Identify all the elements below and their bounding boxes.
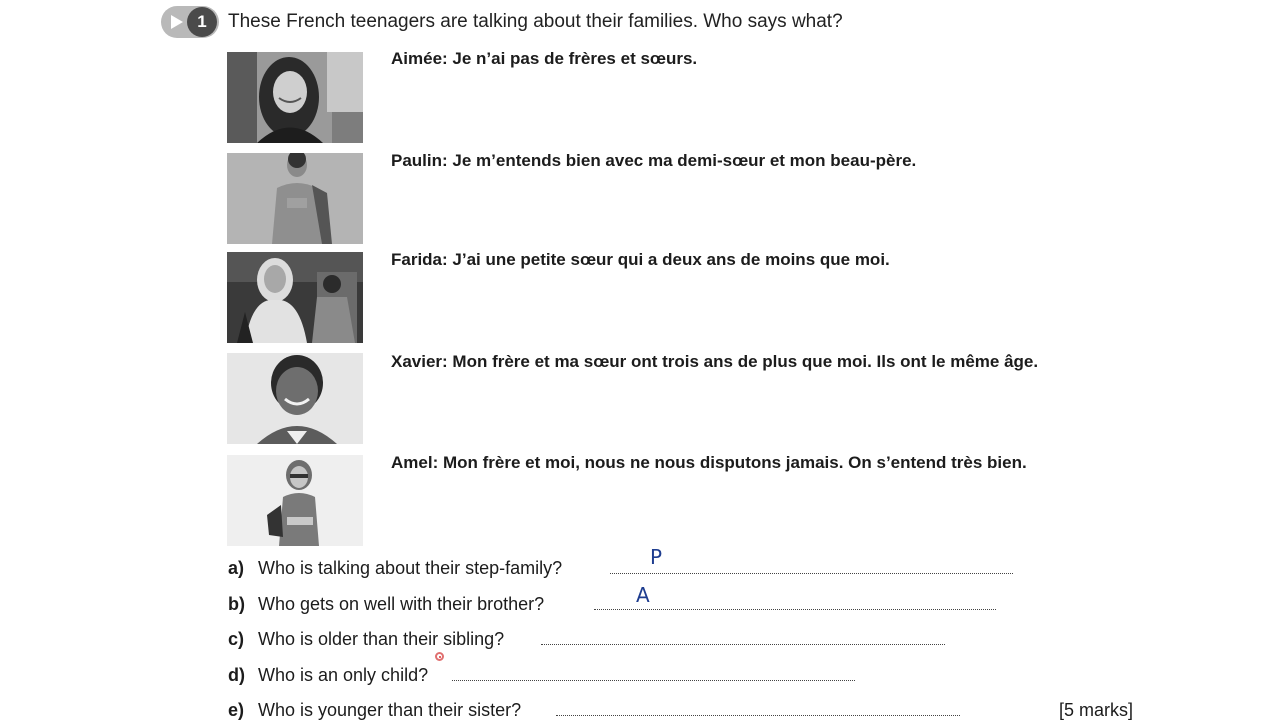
question-letter: a) — [228, 558, 245, 578]
statement-xavier: Xavier: Mon frère et ma sœur ont trois ans de plus que moi. Ils ont le même âge. — [391, 352, 1039, 371]
question-number: 1 — [187, 7, 217, 37]
question-text: Who gets on well with their brother? — [258, 594, 545, 614]
question-text: Who is younger than their sister? — [258, 700, 522, 720]
handwritten-answer-b: A — [636, 583, 650, 607]
question-letter: d) — [228, 665, 245, 685]
teen-boy-backpack-photo — [227, 153, 363, 244]
handwritten-answer-a: P — [650, 545, 663, 569]
question-c — [228, 629, 504, 650]
marks-label: [5 marks] — [1059, 700, 1134, 720]
statement-aimee: Aimée: Je n’ai pas de frères et sœurs. — [391, 49, 698, 68]
question-instruction: These French teenagers are talking about their families. Who says what? — [228, 11, 843, 32]
answer-line-b[interactable] — [594, 609, 996, 610]
question-e — [228, 700, 521, 721]
girl-glasses-books-photo — [227, 455, 363, 546]
statement-farida: Farida: J’ai une petite sœur qui a deux ans de moins que moi. — [391, 250, 890, 269]
question-a — [228, 558, 562, 579]
play-icon[interactable] — [171, 15, 183, 29]
answer-line-e[interactable] — [556, 715, 960, 716]
cursor-pointer-icon — [435, 652, 444, 661]
smiling-boy-photo — [227, 353, 363, 444]
question-letter: e) — [228, 700, 245, 720]
question-d — [228, 665, 428, 686]
teen-girl-curly-hair-photo — [227, 52, 363, 143]
question-text: Who is older than their sibling? — [258, 629, 505, 649]
answer-line-c[interactable] — [541, 644, 945, 645]
question-text: Who is talking about their step-family? — [258, 558, 563, 578]
answer-line-a[interactable] — [610, 573, 1013, 574]
girl-hijab-photo — [227, 252, 363, 343]
question-letter: c) — [228, 629, 245, 649]
question-b — [228, 594, 544, 615]
statement-amel: Amel: Mon frère et moi, nous ne nous disputons jamais. On s’entend très bien. — [391, 453, 1027, 472]
question-text: Who is an only child? — [258, 665, 429, 685]
answer-line-d[interactable] — [452, 680, 855, 681]
statement-paulin: Paulin: Je m’entends bien avec ma demi-sœur et mon beau-père. — [391, 151, 917, 170]
question-letter: b) — [228, 594, 245, 614]
question-badge[interactable] — [161, 6, 219, 38]
